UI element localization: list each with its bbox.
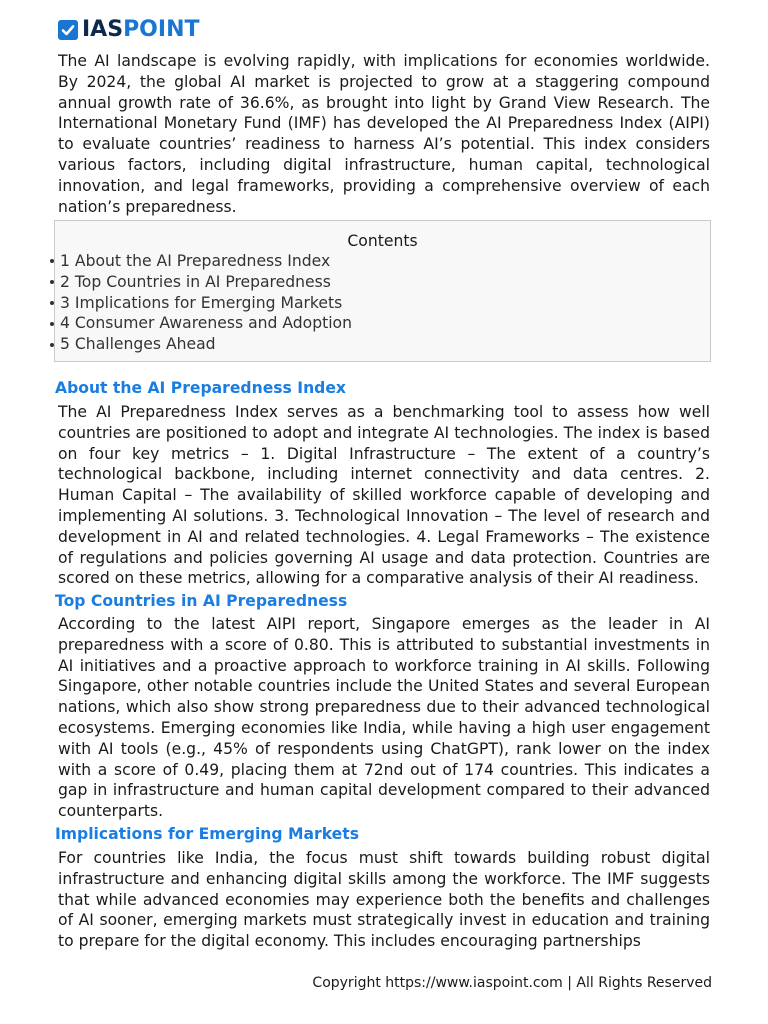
- bullet-icon: [50, 259, 54, 263]
- toc-list: [50, 251, 352, 355]
- toc-item-label: About the AI Preparedness Index: [74, 252, 331, 270]
- bullet-icon: [50, 280, 54, 284]
- checkmark-icon: [58, 20, 78, 40]
- logo-text-ias: IAS: [82, 17, 124, 42]
- toc-item-label: Top Countries in AI Preparedness: [74, 272, 331, 291]
- section-heading-about: About the AI Preparedness Index: [55, 379, 346, 397]
- toc-item-number: 2: [60, 272, 70, 291]
- intro-paragraph: The AI landscape is evolving rapidly, with implications for economies worldwide. By 2024, the global AI market is projected to grow at a staggering compound annual growth rate of 36.6%, as brought into light by Grand View Research. The International Monetary Fund (IMF) has developed the AI Preparedness Index (AIPI) to evaluate countries’ readiness to harness AI’s potential. This index considers various factors, including digital infrastructure, human capital, technological innovation, and legal frameworks, providing a comprehensive overview of each nation’s preparedness.: [58, 52, 710, 216]
- copyright-footer: Copyright https://www.iaspoint.com | All Rights Reserved: [312, 975, 712, 991]
- toc-item[interactable]: [50, 293, 352, 314]
- section-body-top-countries: According to the latest AIPI report, Singapore emerges as the leader in AI preparedness with a score of 0.80. This is attributed to substantial investments in AI initiatives and a proactive approach to workforce training in AI skills. Following Singapore, other notable countries include the United States and several European nations, which also show strong preparedness due to their advanced technological ecosystems. Emerging economies like India, while having a high user engagement with AI tools (e.g., 45% of respondents using ChatGPT), rank lower on the index with a score of 0.49, placing them at 72nd out of 174 countries. This indicates a gap in infrastructure and human capital development compared to their advanced counterparts.: [58, 615, 710, 821]
- bullet-icon: [50, 322, 54, 326]
- bullet-icon: [50, 301, 54, 305]
- site-logo[interactable]: [58, 18, 200, 42]
- bullet-icon: [50, 343, 54, 347]
- toc-item[interactable]: [50, 313, 352, 334]
- section-heading-top-countries: Top Countries in AI Preparedness: [55, 592, 348, 610]
- logo-wordmark: [82, 18, 200, 42]
- logo-text-point: POINT: [123, 17, 200, 42]
- toc-item-number: 1: [60, 252, 70, 270]
- toc-item-label: Consumer Awareness and Adoption: [74, 314, 352, 333]
- toc-item-number: 5: [60, 335, 70, 354]
- section-heading-implications: Implications for Emerging Markets: [55, 825, 359, 843]
- toc-item[interactable]: [50, 272, 352, 293]
- toc-item-number: 3: [60, 293, 70, 312]
- toc-item-label: Implications for Emerging Markets: [74, 293, 343, 312]
- section-body-about: The AI Preparedness Index serves as a benchmarking tool to assess how well countries are positioned to adopt and integrate AI technologies. The index is based on four key metrics – 1. Digital Infrastructure – The extent of a country’s technological backbone, including internet connectivity and data centres. 2. Human Capital – The availability of skilled workforce capable of developing and implementing AI solutions. 3. Technological Innovation – The level of research and development in AI and related technologies. 4. Legal Frameworks – The existence of regulations and policies governing AI usage and data protection. Countries are scored on these metrics, allowing for a comparative analysis of their AI readiness.: [58, 403, 710, 588]
- toc-item[interactable]: [50, 251, 352, 272]
- toc-item-label: Challenges Ahead: [74, 335, 216, 354]
- toc-item-number: 4: [60, 314, 70, 333]
- table-of-contents: [54, 220, 711, 362]
- section-body-implications: For countries like India, the focus must shift towards building robust digital infrastructure and enhancing digital skills among the workforce. The IMF suggests that while advanced economies may experience both the benefits and challenges of AI sooner, emerging markets must strategically invest in education and training to prepare for the digital economy. This includes encouraging partnerships: [58, 849, 710, 951]
- toc-item[interactable]: [50, 334, 352, 355]
- toc-title: Contents: [347, 232, 418, 250]
